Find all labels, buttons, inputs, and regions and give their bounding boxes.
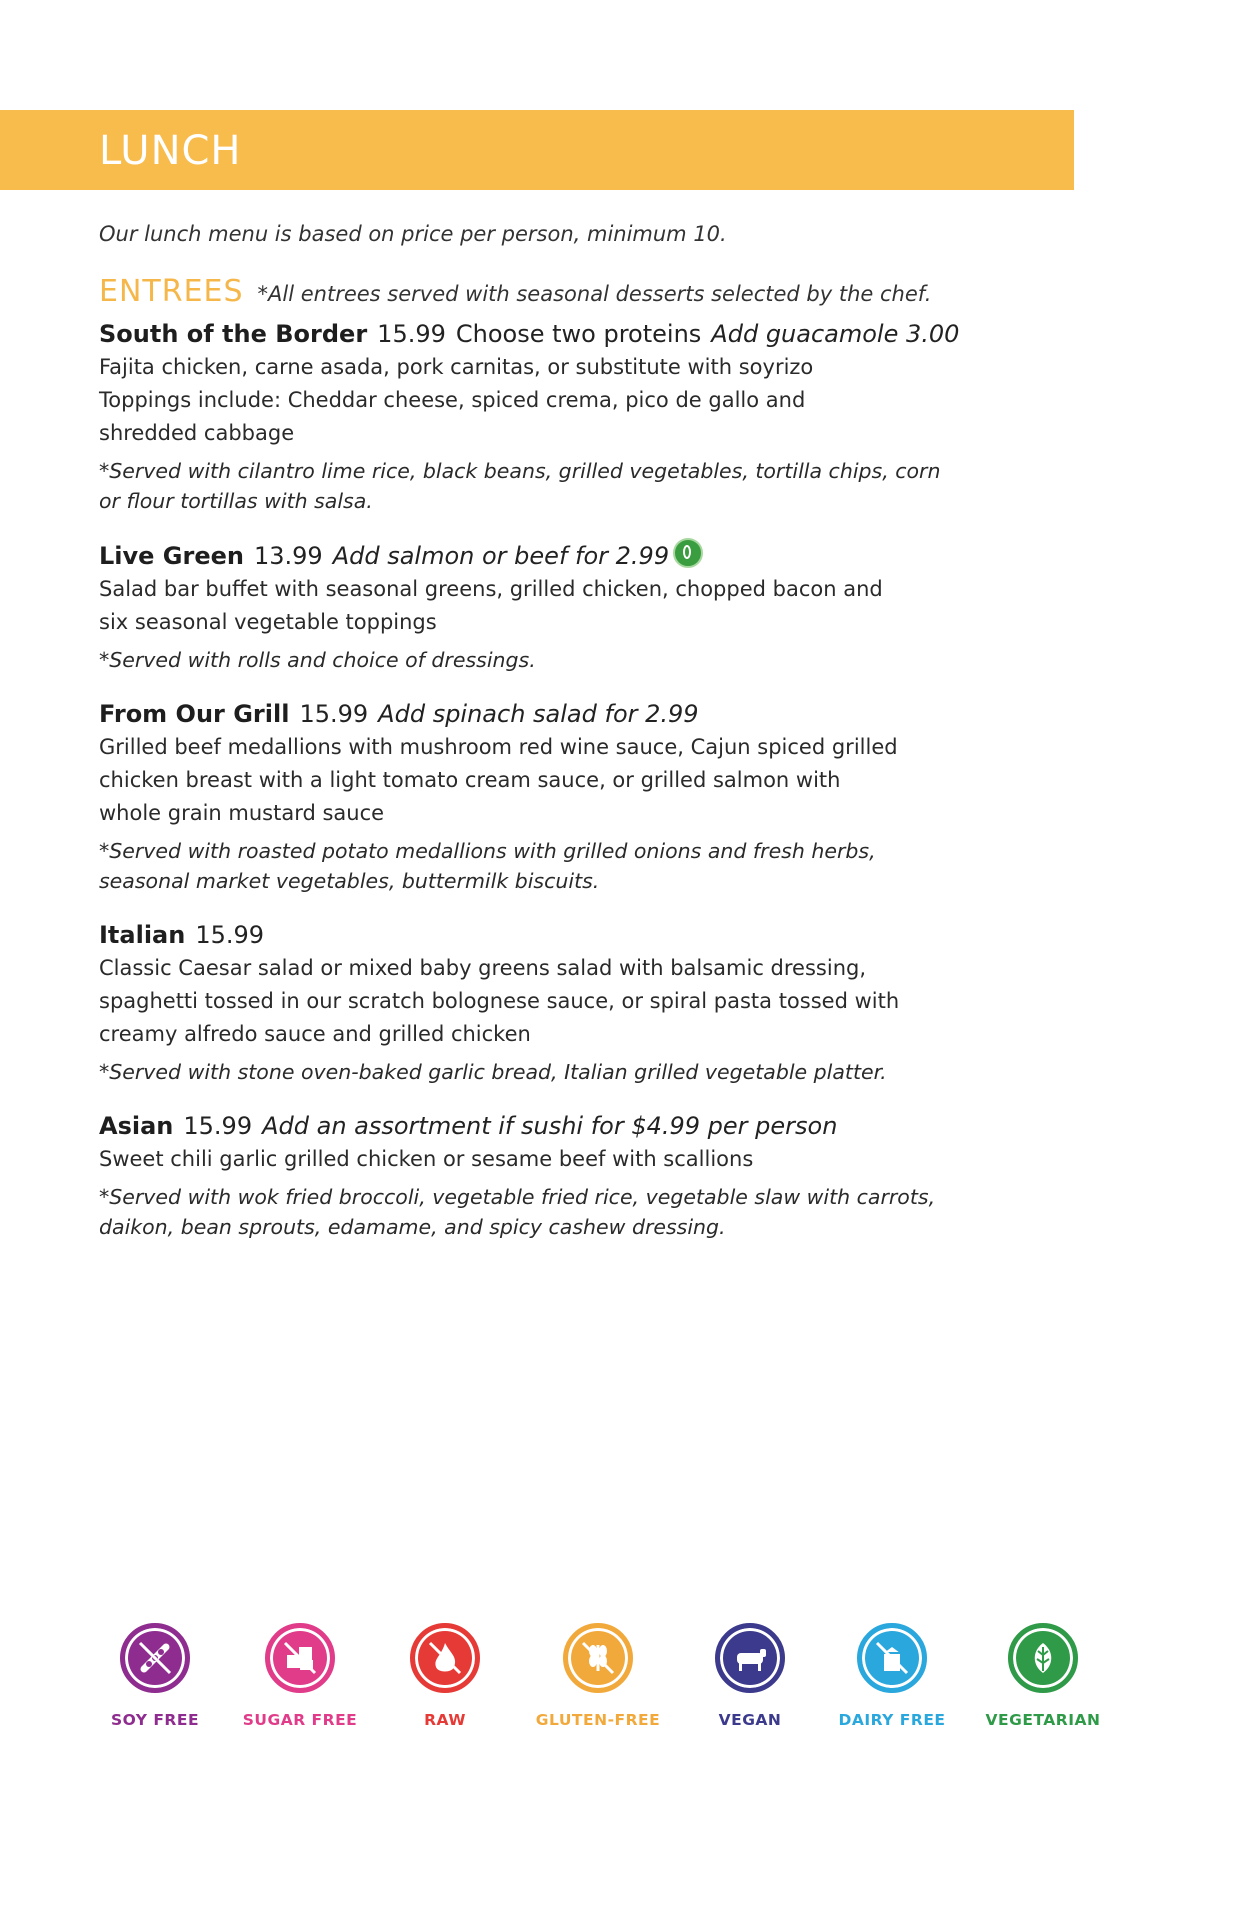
served-with-line: or flour tortillas with salsa. (99, 489, 373, 513)
legend-item (370, 1623, 520, 1729)
legend-label: SOY FREE (110, 1711, 200, 1729)
section-title: LUNCH (99, 128, 242, 174)
legend-item (225, 1623, 375, 1729)
section-banner (0, 110, 1074, 190)
menu-item-header (99, 1109, 999, 1143)
vegetarian-icon (673, 538, 703, 568)
raw-icon (410, 1623, 480, 1693)
served-with-line: *Served with roasted potato medallions with grilled onions and fresh herbs, (99, 839, 876, 863)
sugar-free-icon (265, 1623, 335, 1693)
description-line: Grilled beef medallions with mushroom red wine sauce, Cajun spiced grilled (99, 735, 898, 759)
served-with-line: seasonal market vegetables, buttermilk biscuits. (99, 869, 600, 893)
menu-item-served-with (99, 836, 999, 896)
description-line: Fajita chicken, carne asada, pork carnitas, or substitute with soyrizo (99, 355, 814, 379)
legend-label: DAIRY FREE (838, 1711, 946, 1729)
legend-label: SUGAR FREE (242, 1711, 358, 1729)
menu-content (99, 222, 999, 1264)
description-line: six seasonal vegetable toppings (99, 610, 437, 634)
menu-item-description (99, 573, 999, 639)
menu-item-header (99, 317, 999, 351)
menu-item-price: 13.99 (253, 542, 323, 570)
description-line: whole grain mustard sauce (99, 801, 385, 825)
description-line: Sweet chili garlic grilled chicken or sesame beef with scallions (99, 1147, 754, 1171)
menu-item-addon: Add an assortment if sushi for $4.99 per person (262, 1112, 838, 1140)
menu-item-name: South of the Border (99, 320, 368, 348)
menu-item-served-with (99, 645, 999, 675)
gluten-free-icon (563, 1623, 633, 1693)
menu-item-name: Italian (99, 921, 186, 949)
description-line: Classic Caesar salad or mixed baby greens salad with balsamic dressing, (99, 956, 867, 980)
menu-item (99, 317, 999, 516)
vegetarian-icon (1008, 1623, 1078, 1693)
description-line: chicken breast with a light tomato cream sauce, or grilled salmon with (99, 768, 841, 792)
legend-item (80, 1623, 230, 1729)
menu-item-description (99, 952, 999, 1051)
menu-item-name: From Our Grill (99, 700, 290, 728)
menu-item-served-with (99, 456, 999, 516)
menu-item (99, 697, 999, 896)
description-line: spaghetti tossed in our scratch bolognese sauce, or spiral pasta tossed with (99, 989, 900, 1013)
intro-text: Our lunch menu is based on price per person, minimum 10. (99, 222, 727, 246)
entrees-heading (99, 274, 999, 309)
menu-item-addon: Add salmon or beef for 2.99 (332, 542, 670, 570)
legend-item (817, 1623, 967, 1729)
menu-item-addon: Add guacamole 3.00 (711, 320, 960, 348)
menu-item-name: Live Green (99, 542, 244, 570)
legend-item (968, 1623, 1118, 1729)
menu-item-price: 15.99 (183, 1112, 253, 1140)
entrees-label: ENTREES (99, 274, 244, 309)
served-with-line: daikon, bean sprouts, edamame, and spicy cashew dressing. (99, 1215, 726, 1239)
menu-item-price: 15.99 (299, 700, 369, 728)
served-with-line: *Served with cilantro lime rice, black beans, grilled vegetables, tortilla chips, corn (99, 459, 941, 483)
description-line: Salad bar buffet with seasonal greens, grilled chicken, chopped bacon and (99, 577, 883, 601)
menu-item-header (99, 918, 999, 952)
menu-item-description (99, 351, 999, 450)
menu-item-description (99, 731, 999, 830)
menu-item-price: 15.99 (377, 320, 446, 348)
dairy-free-icon (857, 1623, 927, 1693)
menu-item (99, 1109, 999, 1242)
legend-label: VEGAN (718, 1711, 782, 1729)
diet-legend (80, 1623, 1101, 1743)
vegan-icon (715, 1623, 785, 1693)
menu-item-addon: Add spinach salad for 2.99 (378, 700, 699, 728)
menu-items (99, 317, 999, 1242)
menu-item-header (99, 538, 999, 573)
menu-item-description (99, 1143, 999, 1176)
served-with-line: *Served with rolls and choice of dressings. (99, 648, 536, 672)
soy-free-icon (120, 1623, 190, 1693)
menu-item-price: 15.99 (195, 921, 265, 949)
menu-item-served-with (99, 1057, 999, 1087)
legend-item (675, 1623, 825, 1729)
legend-item (523, 1623, 673, 1729)
served-with-line: *Served with stone oven-baked garlic bread, Italian grilled vegetable platter. (99, 1060, 887, 1084)
menu-item-name: Asian (99, 1112, 174, 1140)
legend-label: GLUTEN-FREE (535, 1711, 661, 1729)
description-line: creamy alfredo sauce and grilled chicken (99, 1022, 531, 1046)
menu-item-header (99, 697, 999, 731)
entrees-note: *All entrees served with seasonal desserts selected by the chef. (257, 282, 932, 306)
served-with-line: *Served with wok fried broccoli, vegetable fried rice, vegetable slaw with carrots, (99, 1185, 936, 1209)
menu-item-subtitle: Choose two proteins (455, 320, 702, 348)
menu-item (99, 918, 999, 1087)
legend-label: VEGETARIAN (985, 1711, 1101, 1729)
legend-label: RAW (424, 1711, 466, 1729)
menu-item (99, 538, 999, 675)
menu-item-served-with (99, 1182, 999, 1242)
description-line: Toppings include: Cheddar cheese, spiced crema, pico de gallo and (99, 388, 806, 412)
description-line: shredded cabbage (99, 421, 295, 445)
